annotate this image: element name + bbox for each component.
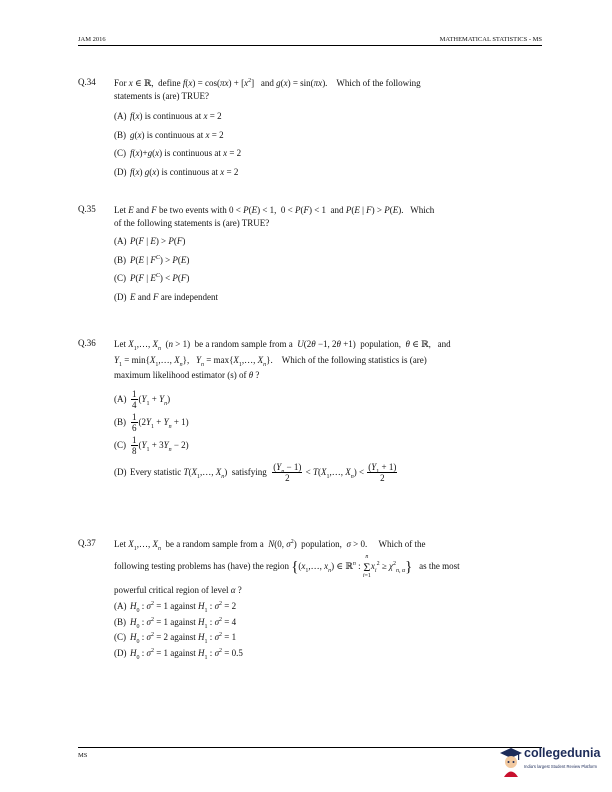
collegedunia-logo [498,744,606,784]
question-stem: For x ∈ ℝ, define $f(x) = \cos(\pi x) + [x^2]$ and g(x) = sin(πx). Which of the following [114,78,421,88]
question-stem-line2: statements is (are) TRUE? [114,91,210,101]
option-c[interactable]: (C) P(F | $E^C) < P(F)$ [114,273,190,283]
question-number: Q.34 [78,77,96,87]
option-b[interactable]: (B) P(E | $F^C) > P(E)$ [114,254,190,265]
option-d[interactable]: (D) Every statistic $T(X_1,\dots$, $X_n$) satisfying $\frac{(Y_n - 1)}{2}$ < $T(X_1,\dots$, $X_n$) < $\frac{(Y_1 + 1)}{2}$ [114,462,397,484]
option-b[interactable]: (B) $\frac{1}{6}$ $(2Y_1 + Y_n + 1)$ [114,412,189,434]
question-stem: Let $X_1,\dots$, $X_n$ be a random sample from a N(0, $\sigma^2$) population, σ > 0. Which of the [114,539,426,552]
question-stem-line2: following testing problems has (have) the region {($x_1,\dots$, $x_n$) ∈ ℝ$^n$ : n Σ $i=1x_i^2 \ge \chi^2_{n, \alpha}$} as the most [114,553,460,579]
option-c[interactable]: (C) $\frac{1}{8}$ $(Y_1 + 3Y_n - 2)$ [114,435,189,457]
question-stem-line3: maximum likelihood estimator (s) of θ ? [114,370,260,380]
option-d[interactable]: (D) f(x) g(x) is continuous at x = 2 [114,166,239,177]
header-rule [78,45,542,46]
option-b[interactable]: (B) $H_0$ : $\sigma^2 = 1$ against $H_1$ : $\sigma^2 = 4$ [114,616,237,630]
option-c[interactable]: (C) $H_0$ : $\sigma^2 = 2$ against $H_1$ : $\sigma^2 = 1$ [114,632,237,645]
option-d[interactable]: (D) $H_0$ : $\sigma^2 = 1$ against $H_1$ : $\sigma^2 = 0.5$ [114,647,243,661]
logo-tagline: India's largest Student Review Platform [524,764,597,769]
question-number: Q.35 [78,204,96,214]
question-stem: Let $X_1,\dots$, $X_n$ (n > 1) be a random sample from a U(2θ −1, 2θ +1) population, θ ∈ ℝ, and [114,339,451,352]
question-number: Q.36 [78,338,96,348]
option-a[interactable]: (A) P(F | E) > P(F) [114,236,186,246]
graduate-mascot-icon [498,744,524,778]
option-a[interactable]: (A) $H_0$ : $\sigma^2 = 1$ against $H_1$ : $\sigma^2 = 2$ [114,601,237,614]
logo-wordmark: collegedunia [524,746,601,760]
option-a[interactable]: (A) $\frac{1}{4}$ $(Y_1 + Y_n)$ [114,389,171,411]
option-c[interactable]: (C) f(x)+g(x) is continuous at x = 2 [114,148,242,158]
question-stem-line2: of the following statements is (are) TRUE? [114,218,270,228]
question-number: Q.37 [78,538,96,548]
paper-name: MATHEMATICAL STATISTICS - MS [439,36,542,43]
question-stem: Let E and F be two events with 0 < P(E) < 1, 0 < P(F) < 1 and P(E | F) > P(E). Which [114,205,435,215]
exam-name: JAM 2016 [78,36,106,43]
question-stem-line3: powerful critical region of level α ? [114,585,242,595]
footer-code: MS [78,752,88,759]
option-a[interactable]: (A) f(x) is continuous at x = 2 [114,111,222,121]
footer-rule [78,747,542,748]
option-b[interactable]: (B) g(x) is continuous at x = 2 [114,129,224,140]
option-d[interactable]: (D) E and F are independent [114,291,218,302]
question-stem-line2: $Y_1$ = $\min\{X_1,\dots$, $X_n$}, $Y_n$ = $\max\{X_1,\dots$, $X_n$}. Which of the following statistics is (are) [114,355,427,368]
